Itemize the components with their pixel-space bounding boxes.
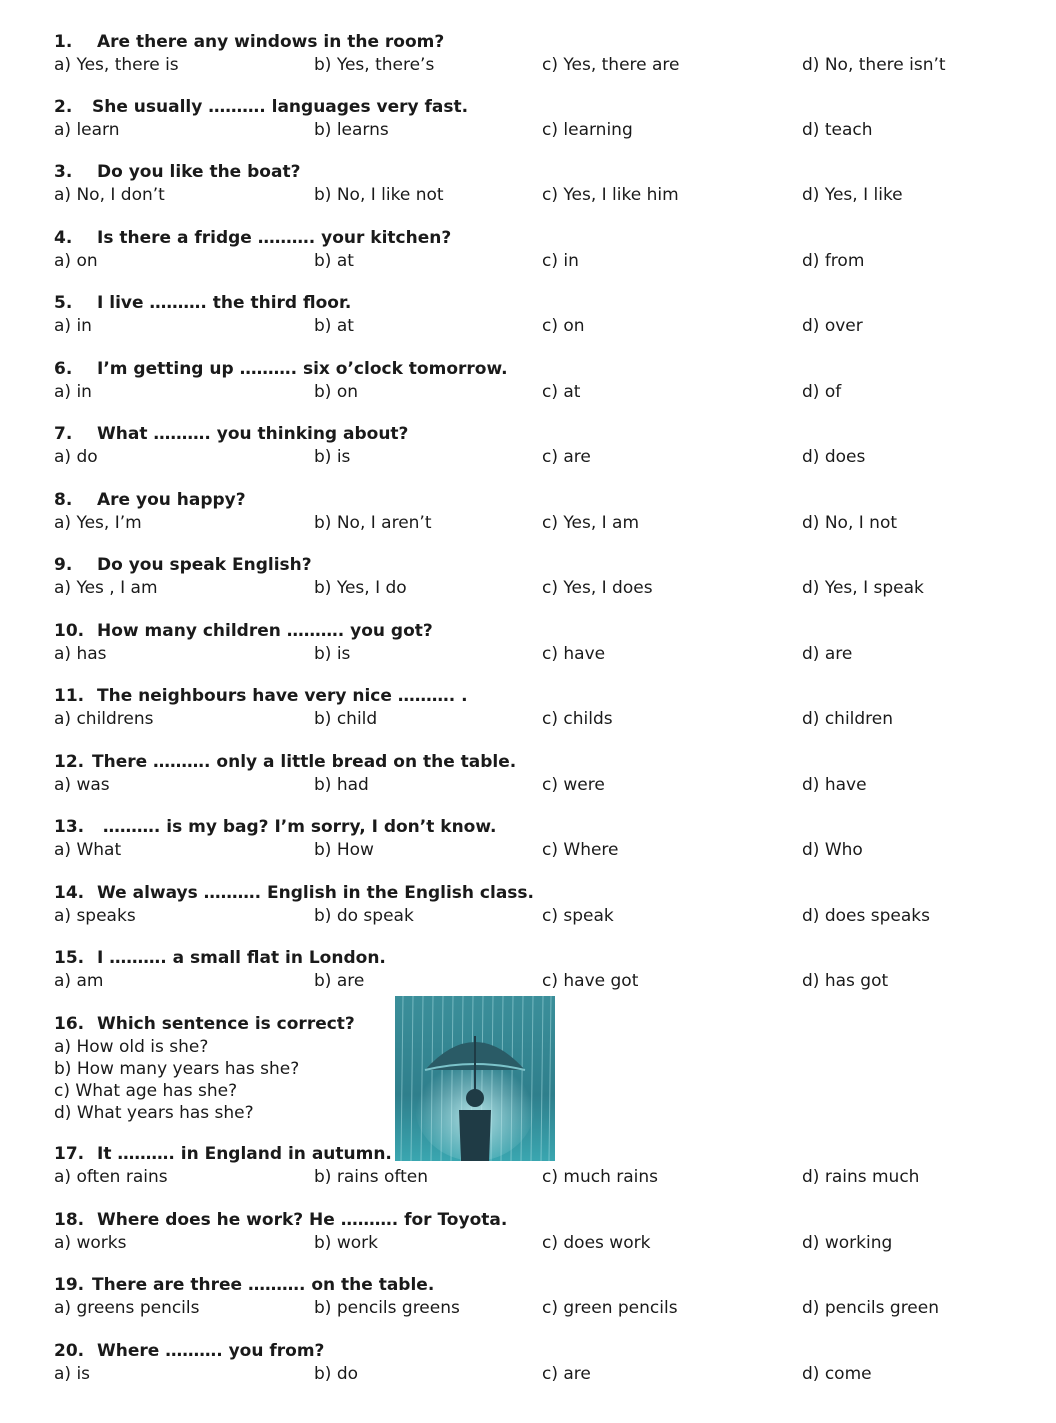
question-stem (54, 686, 468, 706)
question-text: ………. is my bag? I’m sorry, I don’t know. (97, 817, 497, 837)
question-text: The neighbours have very nice ………. . (97, 686, 468, 706)
question-11 (54, 686, 1044, 746)
question-number: 8. (54, 490, 73, 510)
option-a[interactable]: a) What (54, 840, 122, 860)
question-stem (54, 621, 433, 641)
option-a[interactable]: a) Yes , I am (54, 578, 158, 598)
question-stem (54, 490, 246, 510)
question-stem (54, 555, 312, 575)
option-c[interactable]: c) learning (542, 120, 633, 140)
option-c[interactable]: c) Yes, I am (542, 513, 640, 533)
question-stem (54, 1014, 355, 1034)
option-d[interactable]: d) No, I not (802, 513, 898, 533)
question-text: What ………. you thinking about? (97, 424, 409, 444)
question-10 (54, 621, 1044, 681)
question-stem (54, 1275, 434, 1295)
option-a[interactable]: a) often rains (54, 1167, 168, 1187)
question-stem (54, 424, 408, 444)
option-d[interactable]: d) What years has she? (54, 1103, 254, 1123)
option-a[interactable]: a) speaks (54, 906, 136, 926)
question-stem (54, 228, 451, 248)
option-a[interactable]: a) has (54, 644, 107, 664)
question-number: 1. (54, 32, 73, 52)
answer-options (54, 708, 1044, 732)
option-b[interactable]: b) do speak (314, 906, 414, 926)
option-d[interactable]: d) pencils green (802, 1298, 940, 1318)
question-number: 5. (54, 293, 73, 313)
option-b[interactable]: b) rains often (314, 1167, 428, 1187)
question-text: How many children ………. you got? (97, 621, 433, 641)
question-7 (54, 424, 1044, 484)
question-text: Are you happy? (97, 490, 246, 510)
question-number: 19. (54, 1275, 85, 1295)
option-c[interactable]: c) does work (542, 1233, 651, 1253)
option-b[interactable]: b) pencils greens (314, 1298, 460, 1318)
option-c[interactable]: c) Yes, I like him (542, 185, 679, 205)
option-c[interactable]: c) have (542, 644, 606, 664)
question-number: 18. (54, 1210, 85, 1230)
option-c[interactable]: c) at (542, 382, 581, 402)
question-2 (54, 97, 1044, 157)
question-stem (54, 1341, 324, 1361)
option-a[interactable]: a) How old is she? (54, 1037, 209, 1057)
rain-umbrella-figure-icon (395, 996, 555, 1161)
question-stem (54, 97, 468, 117)
option-c[interactable]: c) in (542, 251, 579, 271)
option-a[interactable]: a) in (54, 382, 92, 402)
question-14 (54, 883, 1044, 943)
question-20 (54, 1341, 1044, 1401)
question-text: Which sentence is correct? (97, 1014, 355, 1034)
option-d[interactable]: d) does speaks (802, 906, 930, 926)
question-18 (54, 1210, 1044, 1270)
question-number: 13. (54, 817, 85, 837)
question-8 (54, 490, 1044, 550)
question-stem (54, 752, 516, 772)
question-text: She usually ………. languages very fast. (92, 97, 469, 117)
question-text: There are three ………. on the table. (92, 1275, 435, 1295)
option-d[interactable]: d) Yes, I speak (802, 578, 924, 598)
question-number: 16. (54, 1014, 85, 1034)
question-16 (54, 1014, 384, 1126)
option-d[interactable]: d) teach (802, 120, 873, 140)
question-stem (54, 883, 534, 903)
option-d[interactable]: d) No, there isn’t (802, 55, 946, 75)
question-stem (54, 1144, 392, 1164)
question-stem (54, 948, 386, 968)
option-d[interactable]: d) come (802, 1364, 872, 1384)
answer-options (54, 643, 1044, 667)
question-number: 6. (54, 359, 73, 379)
option-b[interactable]: b) Yes, there’s (314, 55, 435, 75)
option-a[interactable]: a) No, I don’t (54, 185, 165, 205)
option-c[interactable]: c) speak (542, 906, 614, 926)
option-a[interactable]: a) on (54, 251, 98, 271)
answer-options (54, 54, 1044, 78)
option-d[interactable]: d) working (802, 1233, 893, 1253)
option-d[interactable]: d) has got (802, 971, 889, 991)
option-c[interactable]: c) green pencils (542, 1298, 678, 1318)
question-stem (54, 359, 508, 379)
question-text: We always ………. English in the English class. (97, 883, 534, 903)
answer-options (54, 839, 1044, 863)
option-d[interactable]: d) from (802, 251, 865, 271)
option-b[interactable]: b) child (314, 709, 378, 729)
option-c[interactable]: c) have got (542, 971, 639, 991)
option-c[interactable]: c) much rains (542, 1167, 659, 1187)
option-a[interactable]: a) works (54, 1233, 127, 1253)
answer-options (54, 1297, 1044, 1321)
option-c[interactable]: c) on (542, 316, 585, 336)
question-4 (54, 228, 1044, 288)
option-b[interactable]: b) Yes, I do (314, 578, 407, 598)
question-text: Do you speak English? (97, 555, 312, 575)
answer-options (54, 184, 1044, 208)
question-3 (54, 162, 1044, 222)
option-b[interactable]: b) at (314, 251, 354, 271)
question-number: 17. (54, 1144, 85, 1164)
option-b[interactable]: b) learns (314, 120, 389, 140)
option-d[interactable]: d) over (802, 316, 863, 336)
answer-options (54, 512, 1044, 536)
question-stem (54, 32, 444, 52)
option-c[interactable]: c) Where (542, 840, 619, 860)
question-number: 4. (54, 228, 73, 248)
option-d[interactable]: d) are (802, 644, 853, 664)
answer-options (54, 774, 1044, 798)
option-d[interactable]: d) Who (802, 840, 863, 860)
option-a[interactable]: a) is (54, 1364, 91, 1384)
option-b[interactable]: b) are (314, 971, 365, 991)
question-number: 11. (54, 686, 85, 706)
question-number: 9. (54, 555, 73, 575)
question-number: 14. (54, 883, 85, 903)
option-a[interactable]: a) childrens (54, 709, 154, 729)
answer-options (54, 905, 1044, 929)
question-13 (54, 817, 1044, 877)
question-19 (54, 1275, 1044, 1335)
question-stem (54, 1210, 507, 1230)
question-number: 20. (54, 1341, 85, 1361)
option-b[interactable]: b) is (314, 447, 351, 467)
option-c[interactable]: c) Yes, I does (542, 578, 653, 598)
option-d[interactable]: d) does (802, 447, 866, 467)
question-6 (54, 359, 1044, 419)
option-a[interactable]: a) do (54, 447, 98, 467)
option-b[interactable]: b) on (314, 382, 359, 402)
question-stem (54, 817, 496, 837)
question-number: 15. (54, 948, 85, 968)
question-text: I live ………. the third floor. (97, 293, 352, 313)
option-b[interactable]: b) is (314, 644, 351, 664)
question-text: There ………. only a little bread on the table. (92, 752, 517, 772)
option-a[interactable]: a) was (54, 775, 110, 795)
question-text: It ………. in England in autumn. (97, 1144, 392, 1164)
option-c[interactable]: c) were (542, 775, 605, 795)
option-b[interactable]: b) at (314, 316, 354, 336)
answer-options (54, 1036, 299, 1124)
option-d[interactable]: d) have (802, 775, 867, 795)
question-12 (54, 752, 1044, 812)
question-5 (54, 293, 1044, 353)
option-c[interactable]: c) childs (542, 709, 613, 729)
answer-options (54, 250, 1044, 274)
question-text: Do you like the boat? (97, 162, 301, 182)
option-a[interactable]: a) learn (54, 120, 120, 140)
option-d[interactable]: d) Yes, I like (802, 185, 903, 205)
question-text: Where ………. you from? (97, 1341, 325, 1361)
option-b[interactable]: b) How (314, 840, 374, 860)
answer-options (54, 446, 1044, 470)
question-number: 3. (54, 162, 73, 182)
question-text: I ………. a small flat in London. (97, 948, 386, 968)
question-text: I’m getting up ………. six o’clock tomorrow. (97, 359, 508, 379)
question-17 (54, 1144, 1044, 1204)
answer-options (54, 1363, 1044, 1387)
option-b[interactable]: b) work (314, 1233, 378, 1253)
option-b[interactable]: b) How many years has she? (54, 1059, 300, 1079)
option-b[interactable]: b) No, I like not (314, 185, 444, 205)
option-b[interactable]: b) No, I aren’t (314, 513, 432, 533)
question-number: 10. (54, 621, 85, 641)
option-a[interactable]: a) Yes, I’m (54, 513, 142, 533)
question-stem (54, 293, 351, 313)
option-c[interactable]: c) What age has she? (54, 1081, 238, 1101)
question-number: 2. (54, 97, 73, 117)
answer-options (54, 577, 1044, 601)
answer-options (54, 381, 1044, 405)
question-number: 7. (54, 424, 73, 444)
option-d[interactable]: d) of (802, 382, 842, 402)
question-1 (54, 32, 1044, 92)
question-text: Is there a fridge ………. your kitchen? (97, 228, 452, 248)
option-a[interactable]: a) am (54, 971, 104, 991)
option-c[interactable]: c) are (542, 1364, 591, 1384)
answer-options (54, 970, 1044, 994)
question-9 (54, 555, 1044, 615)
option-a[interactable]: a) greens pencils (54, 1298, 200, 1318)
option-b[interactable]: b) do (314, 1364, 359, 1384)
answer-options (54, 315, 1044, 339)
option-b[interactable]: b) had (314, 775, 369, 795)
question-stem (54, 162, 300, 182)
answer-options (54, 1232, 1044, 1256)
answer-options (54, 119, 1044, 143)
option-c[interactable]: c) are (542, 447, 591, 467)
option-a[interactable]: a) Yes, there is (54, 55, 179, 75)
answer-options (54, 1166, 1044, 1190)
question-text: Where does he work? He ………. for Toyota. (97, 1210, 508, 1230)
option-c[interactable]: c) Yes, there are (542, 55, 680, 75)
option-d[interactable]: d) rains much (802, 1167, 920, 1187)
question-number: 12. (54, 752, 85, 772)
option-a[interactable]: a) in (54, 316, 92, 336)
question-text: Are there any windows in the room? (97, 32, 445, 52)
option-d[interactable]: d) children (802, 709, 894, 729)
